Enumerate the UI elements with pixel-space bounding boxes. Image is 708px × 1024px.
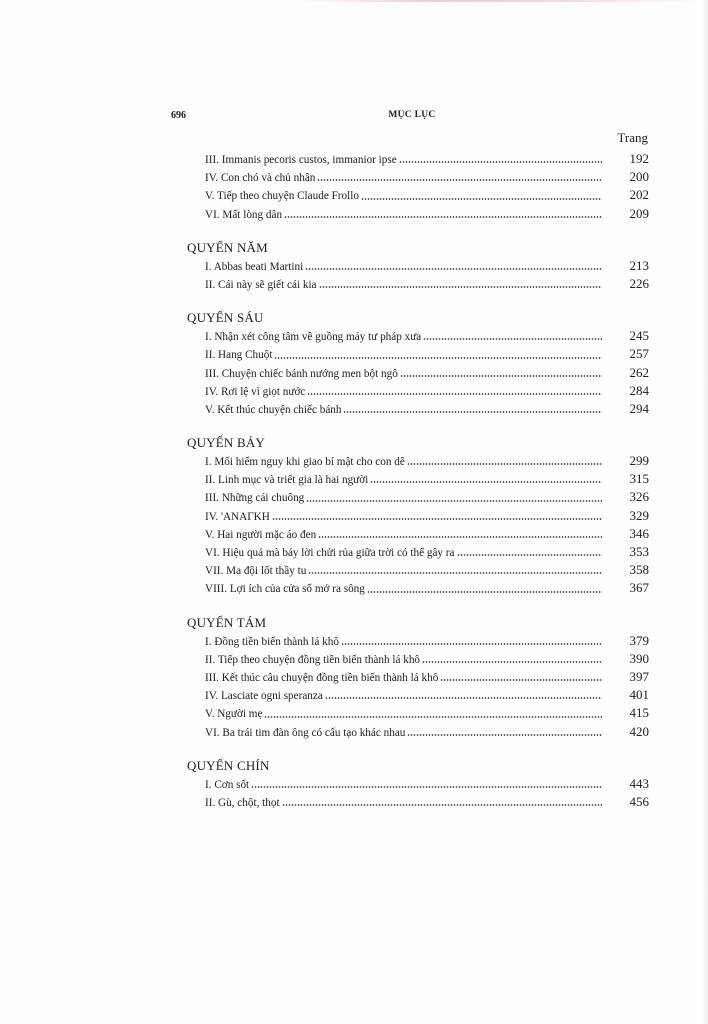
entry-title: III. Kết thúc câu chuyện đồng tiền biến thành lá khô (205, 671, 439, 684)
entry-page-number: 401 (629, 687, 649, 703)
entry-title: I. Mối hiểm nguy khi giao bí mật cho con dê (205, 456, 405, 469)
toc-entry (187, 382, 649, 400)
dot-leader (440, 679, 602, 681)
entry-title: VI. Ba trái tim đàn ông có cấu tạo khác nhau (205, 726, 406, 739)
dot-leader (407, 734, 602, 736)
dot-leader (343, 411, 602, 413)
table-of-contents (187, 150, 649, 811)
entry-page-number: 443 (629, 775, 649, 791)
toc-section (187, 239, 649, 293)
toc-entry (187, 205, 649, 223)
section-heading: QUYỂN SÁU (187, 310, 264, 326)
section-heading: QUYỂN TÁM (187, 614, 267, 630)
toc-entry (187, 632, 649, 650)
toc-entry (187, 452, 649, 470)
page-column-label: Trang (617, 130, 648, 145)
dot-leader (305, 268, 602, 270)
dot-leader (306, 500, 602, 502)
toc-section (187, 434, 649, 598)
toc-entry (187, 150, 649, 168)
entry-page-number: 245 (629, 328, 649, 344)
entry-title: IV. Rơi lệ vì giọt nước (205, 385, 306, 398)
toc-entry (187, 507, 649, 525)
toc-entry (187, 275, 649, 293)
dot-leader (361, 198, 602, 200)
dot-leader (264, 716, 602, 718)
toc-section (187, 309, 649, 418)
dot-leader (325, 697, 602, 699)
toc-entry (187, 704, 649, 722)
entry-page-number: 367 (629, 580, 649, 596)
entry-page-number: 329 (629, 507, 649, 523)
entry-page-number: 213 (629, 257, 649, 273)
entry-title: II. Cái này sẽ giết cái kia (205, 278, 317, 291)
dot-leader (422, 661, 602, 663)
entry-title: I. Đồng tiền biến thành lá khô (205, 635, 339, 648)
toc-entry (187, 579, 649, 597)
entry-title: VI. Hiệu quả mà bảy lời chửi rủa giữa trời có thể gây ra (205, 547, 455, 559)
entry-page-number: 397 (629, 668, 649, 684)
entry-page-number: 390 (629, 650, 649, 666)
entry-page-number: 226 (629, 275, 649, 291)
toc-entry (187, 345, 649, 363)
toc-entry (187, 543, 649, 561)
dot-leader (282, 804, 602, 806)
entry-title: IV. 'ANAΓKH (205, 510, 270, 523)
entry-title: V. Hai người mặc áo đen (205, 528, 317, 541)
toc-section (187, 150, 649, 223)
toc-entry (187, 168, 649, 186)
entry-page-number: 358 (629, 562, 649, 578)
running-title: MỤC LỤC (388, 110, 436, 120)
page-edge-shadow (702, 0, 708, 1024)
entry-page-number: 192 (629, 151, 649, 166)
toc-entry (187, 793, 649, 811)
dot-leader (272, 518, 602, 520)
section-heading: QUYỂN BẢY (187, 435, 265, 451)
entry-title: II. Gù, chột, thọt (205, 796, 280, 809)
dot-leader (341, 643, 602, 645)
entry-page-number: 257 (629, 346, 649, 362)
entry-title: VIII. Lợi ích của cửa sổ mở ra sông (205, 583, 365, 596)
toc-entry (187, 186, 649, 204)
section-heading: QUYỂN CHÍN (187, 757, 270, 773)
toc-entry (187, 327, 649, 345)
entry-page-number: 202 (629, 187, 649, 203)
entry-title: IV. Lasciate ogni speranza (205, 690, 323, 703)
entry-page-number: 379 (629, 632, 649, 648)
dot-leader (284, 216, 602, 218)
entry-title: I. Abbas beati Martini (205, 260, 304, 273)
entry-page-number: 415 (629, 705, 649, 721)
toc-entry (187, 686, 649, 704)
toc-entry (187, 775, 649, 793)
entry-title: IV. Con chó và chủ nhân (205, 172, 316, 185)
entry-page-number: 346 (629, 525, 649, 541)
dot-leader (251, 786, 602, 788)
entry-title: V. Kết thúc chuyện chiếc bánh (205, 403, 342, 416)
entry-page-number: 420 (629, 723, 649, 739)
dot-leader (319, 286, 602, 288)
entry-title: II. Hang Chuột (205, 349, 273, 362)
entry-title: II. Tiếp theo chuyện đồng tiền biến thành lá khô (205, 653, 421, 666)
dot-leader (308, 572, 602, 574)
toc-entry (187, 650, 649, 668)
entry-page-number: 326 (629, 489, 649, 505)
entry-title: V. Tiếp theo chuyện Claude Frollo (205, 190, 359, 203)
entry-title: III. Chuyện chiếc bánh nướng men bột ngô (205, 367, 398, 380)
toc-section (187, 614, 649, 741)
dot-leader (307, 393, 602, 395)
dot-leader (317, 179, 602, 181)
entry-title: III. Những cái chuông (205, 492, 305, 505)
entry-title: VI. Mất lòng dân (205, 208, 283, 221)
dot-leader (370, 481, 602, 483)
page-number: 696 (171, 110, 186, 121)
entry-page-number: 315 (629, 471, 649, 487)
toc-entry (187, 561, 649, 579)
dot-leader (423, 338, 602, 340)
toc-entry (187, 257, 649, 275)
entry-title: VII. Ma đội lốt thầy tu (205, 565, 307, 578)
toc-entry (187, 470, 649, 488)
entry-page-number: 353 (629, 544, 649, 559)
entry-title: V. Người mẹ (205, 708, 263, 721)
entry-page-number: 299 (629, 453, 649, 469)
dot-leader (367, 591, 602, 593)
entry-title: I. Cơn sốt (205, 778, 250, 791)
entry-title: II. Linh mục và triết gia là hai người (205, 474, 369, 487)
dot-leader (318, 536, 602, 538)
entry-page-number: 294 (629, 400, 649, 416)
toc-entry (187, 364, 649, 382)
toc-entry (187, 400, 649, 418)
entry-page-number: 284 (629, 382, 649, 398)
dot-leader (407, 463, 602, 465)
toc-section (187, 757, 649, 811)
scan-edge-tint (300, 0, 700, 2)
section-heading: QUYỂN NĂM (187, 239, 268, 255)
entry-page-number: 209 (629, 205, 649, 221)
entry-page-number: 200 (629, 169, 649, 185)
dot-leader (457, 554, 603, 556)
toc-entry (187, 488, 649, 506)
toc-entry (187, 525, 649, 543)
dot-leader (400, 375, 602, 377)
toc-entry (187, 668, 649, 686)
entry-title: I. Nhận xét công tâm về guồng máy tư pháp xưa (205, 331, 422, 344)
dot-leader (399, 161, 602, 163)
entry-page-number: 262 (629, 364, 649, 380)
entry-page-number: 456 (629, 793, 649, 809)
toc-entry (187, 723, 649, 741)
entry-title: III. Immanis pecoris custos, immanior ipse (205, 154, 397, 166)
dot-leader (274, 357, 602, 359)
